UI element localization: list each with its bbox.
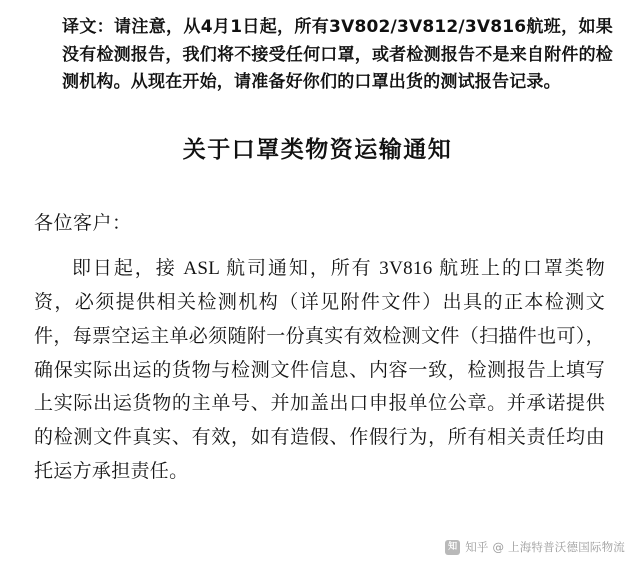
translation-text: 请注意，从4月1日起，所有3V802/3V812/3V816航班，如果没有检测报告，我们将不接受任何口罩，或者检测报告不是来自附件的检测机构。从现在开始，请准备好你们的口罩出货的测试报告记录。: [62, 17, 613, 93]
salutation: 各位客户：: [34, 212, 132, 234]
bottom-fade-overlay: [0, 496, 635, 532]
watermark-text: 知乎 @ 上海特普沃德国际物流: [465, 540, 625, 554]
body-paragraph: 即日起，接 ASL 航司通知，所有 3V816 航班上的口罩类物资，必须提供相关检测机构（详见附件文件）出具的正本检测文件，每票空运主单必须随附一份真实有效检测文件（扫描件也可），确保实际出运的货物与检测文件信息、内容一致，检测报告上填写上实际出运货物的主单号、并加盖出口申报单位公章。并承诺提供的检测文件真实、有效，如有造假、作假行为，所有相关责任均由托运方承担责任。: [34, 258, 605, 482]
translation-block: [0, 0, 635, 97]
page-title: 关于口罩类物资运输通知: [182, 136, 453, 162]
watermark-credit: [445, 539, 625, 555]
translation-label: 译文：: [62, 17, 115, 37]
footer-bar: [0, 532, 635, 562]
zhihu-logo-icon: 知: [445, 540, 460, 555]
document-body: [0, 210, 635, 489]
